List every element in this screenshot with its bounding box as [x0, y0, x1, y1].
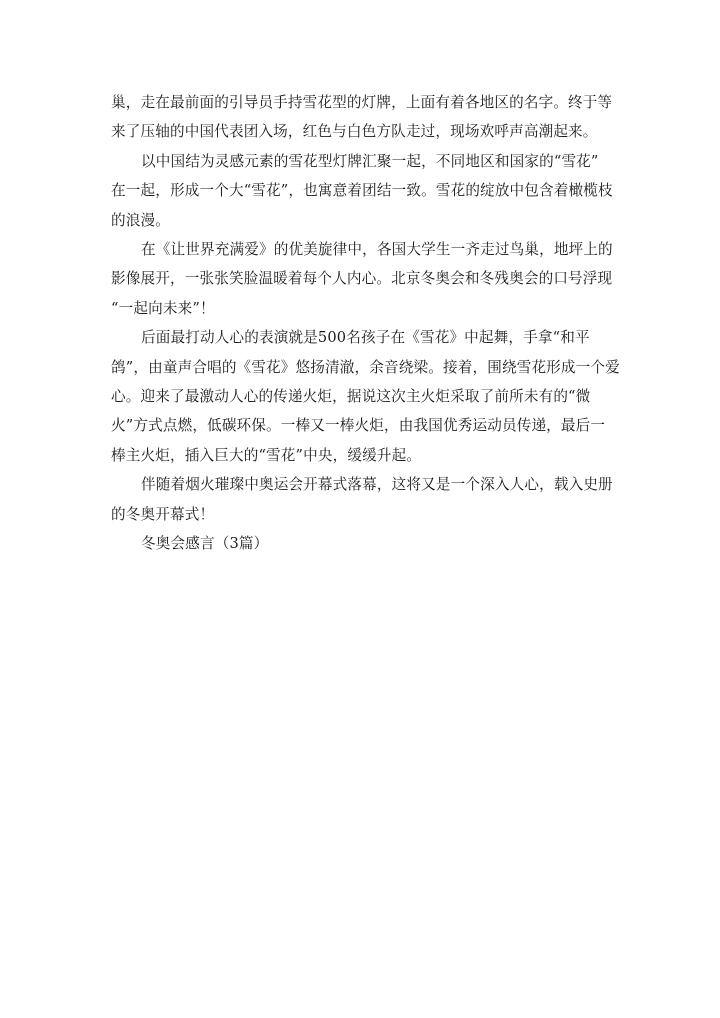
document-body	[111, 88, 620, 559]
text-line: 影像展开，一张张笑脸温暖着每个人内心。北京冬奥会和冬残奥会的口号浮现	[111, 270, 613, 288]
text-line: 伴随着烟火璀璨中奥运会开幕式落幕，这将又是一个深入人心，载入史册	[141, 476, 613, 494]
text-line: 的冬奥开幕式！	[111, 505, 215, 523]
text-line: 鸽”，由童声合唱的《雪花》悠扬清澈，余音绕梁。接着，围绕雪花形成一个爱	[111, 358, 620, 376]
text-line: 棒主火炬，插入巨大的“雪花”中央，缓缓升起。	[111, 446, 422, 464]
text-line: 来了压轴的中国代表团入场，红色与白色方队走过，现场欢呼声高潮起来。	[111, 123, 598, 141]
text-line: 心。迎来了最激动人心的传递火炬，据说这次主火炬采取了前所未有的“微	[111, 388, 591, 406]
section-title-next	[111, 529, 611, 558]
text-line: 在《让世界充满爱》的优美旋律中，各国大学生一齐走过鸟巢，地坪上的	[141, 241, 613, 259]
text-line: 火”方式点燃，低碳环保。一棒又一棒火炬，由我国优秀运动员传递，最后一	[111, 417, 606, 435]
paragraph-snowflake-placards	[111, 147, 611, 235]
paragraph-closing	[111, 470, 611, 529]
text-line: 巢，走在最前面的引导员手持雪花型的灯牌，上面有着各地区的名字。终于等	[111, 94, 613, 111]
text-line: 在一起，形成一个大“雪花”，也寓意着团结一致。雪花的绽放中包含着橄榄枝	[111, 182, 613, 200]
text-line: 的浪漫。	[111, 211, 170, 229]
paragraph-students-bird-nest	[111, 235, 611, 323]
paragraph-opening-ceremony-entry	[111, 88, 611, 147]
text-line: “一起向未来”！	[111, 299, 215, 317]
text-line: 冬奥会感言（3篇）	[141, 535, 269, 553]
paragraph-children-torch	[111, 323, 620, 470]
text-line: 以中国结为灵感元素的雪花型灯牌汇聚一起，不同地区和国家的“雪花”	[141, 152, 599, 170]
text-line: 后面最打动人心的表演就是500名孩子在《雪花》中起舞，手拿“和平	[141, 329, 590, 347]
